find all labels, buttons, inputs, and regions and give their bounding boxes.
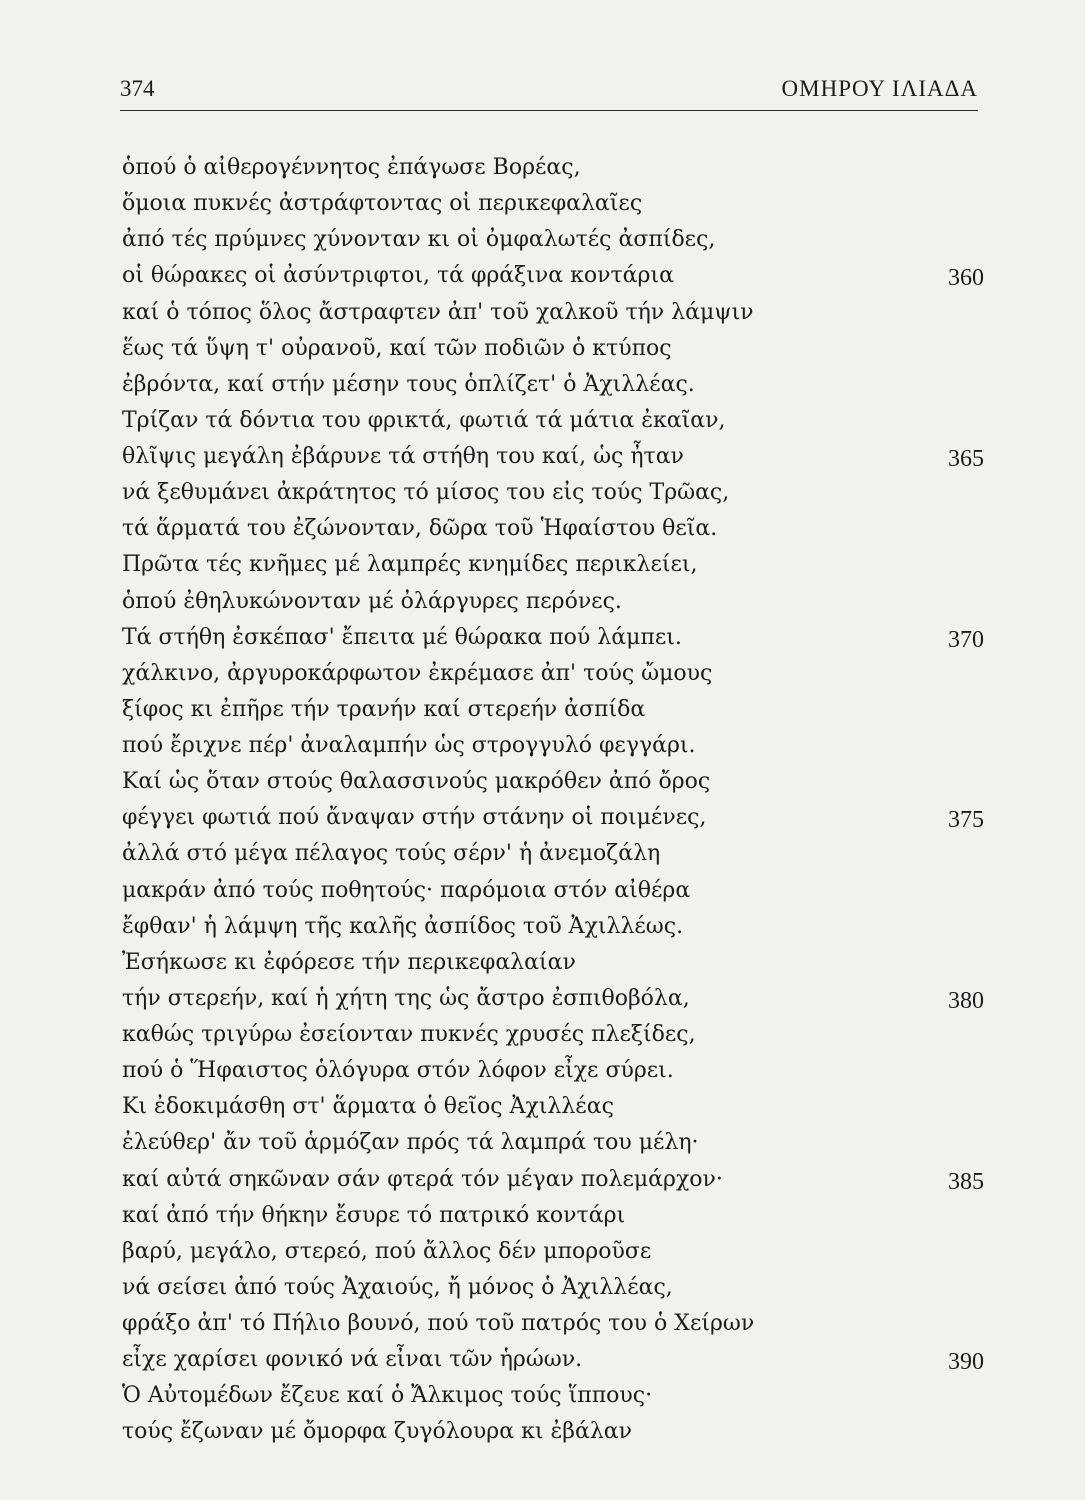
verse-line — [122, 728, 984, 764]
verse-line — [122, 331, 984, 367]
verse-text: καί ἀπό τήν θήκην ἔσυρε τό πατρικό κοντάρι — [122, 1202, 626, 1228]
verse-line — [122, 1414, 984, 1450]
verse-text: βαρύ, μεγάλο, στερεό, πού ἄλλος δέν μποροῦσε — [122, 1238, 652, 1264]
verse-line — [122, 186, 984, 222]
verse-text: μακράν ἀπό τούς ποθητούς· παρόμοια στόν αἰθέρα — [122, 877, 691, 903]
verse-text: ὁπού ὁ αἰθερογέννητος ἐπάγωσε Βορέας, — [122, 155, 581, 180]
verse-text: πού ἔριχνε πέρ' ἀναλαμπήν ὡς στρογγυλό φεγγάρι. — [122, 733, 696, 758]
verse-text: νά ξεθυμάνει ἀκράτητος τό μίσος του εἰς τούς Τρῶας, — [122, 480, 730, 506]
verse-line — [122, 981, 984, 1017]
verse-line — [122, 620, 984, 656]
verse-line — [122, 1162, 984, 1198]
verse-line — [122, 656, 984, 692]
verse-text: τήν στερεήν, καί ἡ χήτη της ὡς ἄστρο ἐσπιθοβόλα, — [122, 985, 690, 1011]
verse-text: φράξο ἀπ' τό Πήλιο βουνό, πού τοῦ πατρός του ὁ Χείρων — [122, 1311, 755, 1336]
verse-line — [122, 1306, 984, 1342]
verse-text: Πρῶτα τές κνῆμες μέ λαμπρές κνημίδες περικλείει, — [122, 552, 698, 578]
verse-line — [122, 584, 984, 620]
line-number: 365 — [948, 446, 984, 472]
verse-text: Ὁ Αὐτομέδων ἔζευε καί ὁ Ἄλκιμος τούς ἵππους· — [122, 1383, 653, 1409]
line-number: 375 — [948, 807, 984, 834]
verse-line — [122, 403, 984, 439]
verse-text: χάλκινο, ἀργυροκάρφωτον ἐκρέμασε ἀπ' τούς ὤμους — [122, 660, 713, 686]
verse-line — [122, 511, 984, 547]
verse-line — [122, 800, 984, 836]
line-number: 370 — [948, 626, 984, 653]
line-number: 360 — [948, 265, 984, 292]
verse-line — [122, 547, 984, 583]
verse-line — [122, 909, 984, 945]
verse-text: ὁπού ἐθηλυκώνονταν μέ ὀλάργυρες περόνες. — [122, 588, 622, 614]
verse-text: οἱ θώρακες οἱ ἀσύντριφτοι, τά φράξινα κοντάρια — [122, 263, 674, 289]
verse-line — [122, 295, 984, 331]
verse-text: τά ἅρματά του ἐζώνονταν, δῶρα τοῦ Ἡφαίστου θεῖα. — [122, 516, 718, 542]
line-number: 390 — [948, 1349, 984, 1376]
verse-line — [122, 1378, 984, 1414]
verse-line — [122, 1342, 984, 1378]
verse-text: ἀπό τές πρύμνες χύνονταν κι οἱ ὀμφαλωτές ἀσπίδες, — [122, 227, 716, 253]
verse-text: Τά στήθη ἐσκέπασ' ἔπειτα μέ θώρακα πού λάμπει. — [122, 624, 682, 650]
verse-text: νά σείσει ἀπό τούς Ἀχαιούς, ἤ μόνος ὁ Ἀχιλλέας, — [122, 1274, 673, 1300]
verse-line — [122, 1234, 984, 1270]
verse-line — [122, 1270, 984, 1306]
verse-line — [122, 1198, 984, 1234]
line-number: 385 — [948, 1168, 984, 1195]
verse-line — [122, 150, 984, 186]
verse-text: ἐβρόντα, καί στήν μέσην τους ὁπλίζετ' ὁ Ἀχιλλέας. — [122, 371, 695, 397]
verse-text: ἔφθαν' ἡ λάμψη τῆς καλῆς ἀσπίδος τοῦ Ἀχιλλέως. — [122, 913, 684, 939]
page-header — [120, 66, 978, 111]
running-title: ΟΜΗΡΟΥ ΙΛΙΑΔΑ — [781, 76, 978, 101]
verse-line — [122, 222, 984, 258]
verse-text: Κι ἐδοκιμάσθη στ' ἅρματα ὁ θεῖος Ἀχιλλέας — [122, 1094, 614, 1120]
verse-text: φέγγει φωτιά πού ἄναψαν στήν στάνην οἱ ποιμένες, — [122, 805, 707, 831]
verse-line — [122, 1125, 984, 1161]
verse-text: ἀλλά στό μέγα πέλαγος τούς σέρν' ἡ ἀνεμοζάλη — [122, 841, 661, 867]
verse-text: Καί ὡς ὅταν στούς θαλασσινούς μακρόθεν ἀπό ὄρος — [122, 769, 711, 795]
verse-text: εἶχε χαρίσει φονικό νά εἶναι τῶν ἡρώων. — [122, 1347, 583, 1373]
verse-text: θλῖψις μεγάλη ἐβάρυνε τά στήθη του καί, ὡς ἦταν — [122, 444, 684, 469]
verse-line — [122, 1089, 984, 1125]
verse-line — [122, 945, 984, 981]
verse-line — [122, 475, 984, 511]
verse-line — [122, 367, 984, 403]
line-number: 380 — [948, 987, 984, 1014]
verse-text: ὅμοια πυκνές ἀστράφτοντας οἱ περικεφαλαῖες — [122, 191, 643, 217]
verse-text: πού ὁ Ἥφαιστος ὁλόγυρα στόν λόφον εἶχε σύρει. — [122, 1058, 674, 1084]
verse-line — [122, 692, 984, 728]
verse-text: ξίφος κι ἐπῆρε τήν τρανήν καί στερεήν ἀσπίδα — [122, 696, 646, 722]
verse-line — [122, 439, 984, 475]
verse-text: καί αὐτά σηκῶναν σάν φτερά τόν μέγαν πολεμάρχον· — [122, 1166, 723, 1192]
verse-text: καί ὁ τόπος ὅλος ἄστραφτεν ἀπ' τοῦ χαλκοῦ τήν λάμψιν — [122, 299, 754, 325]
verse-text: ἕως τά ὕψη τ' οὐρανοῦ, καί τῶν ποδιῶν ὁ κτύπος — [122, 335, 672, 361]
verse-block — [122, 150, 984, 1451]
verse-line — [122, 1053, 984, 1089]
verse-text: Ἐσήκωσε κι ἐφόρεσε τήν περικεφαλαίαν — [122, 949, 576, 975]
verse-text: Τρίζαν τά δόντια του φρικτά, φωτιά τά μάτια ἐκαῖαν, — [122, 407, 726, 433]
verse-line — [122, 764, 984, 800]
verse-line — [122, 258, 984, 294]
page-number: 374 — [120, 76, 155, 101]
verse-text: τούς ἔζωναν μέ ὄμορφα ζυγόλουρα κι ἐβάλαν — [122, 1419, 632, 1445]
verse-text: ἐλεύθερ' ἄν τοῦ ἁρμόζαν πρός τά λαμπρά του μέλη· — [122, 1130, 699, 1156]
verse-line — [122, 873, 984, 909]
verse-text: καθώς τριγύρω ἐσείονταν πυκνές χρυσές πλεξίδες, — [122, 1022, 696, 1047]
verse-line — [122, 836, 984, 872]
verse-line — [122, 1017, 984, 1053]
